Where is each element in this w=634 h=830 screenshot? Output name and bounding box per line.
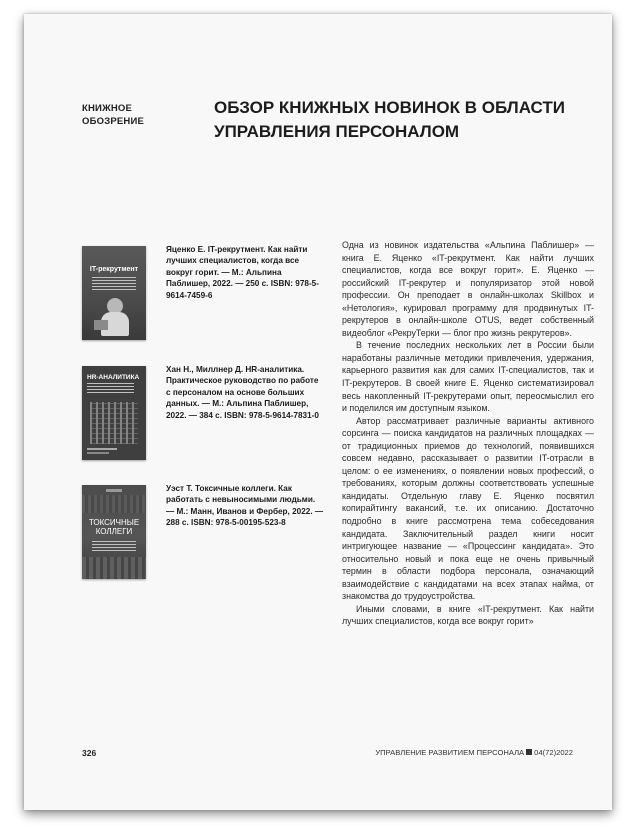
page-number: 326 bbox=[82, 748, 97, 758]
section-label-line1: КНИЖНОЕ bbox=[82, 103, 133, 114]
paragraph: Автор рассматривает различные варианты активного сорсинга — поиска кандидатов на различных площадках — от традиционных приемов до технологий, появившихся совсем недавно, рассказывает о развитии IT-отрасли в целом: о ее изменениях, о появлении новых профессий, о требованиях, которым должны соответствовать успешные кандидаты. Отдельную главу Е. Яценко посвятил копирайтингу вакансий, т.е. их описанию. Достаточно подробно в книге рассмотрена тема собеседования кандидата. Заключительный раздел книги носит интригующее название — «Процессинг кандидата». Это относительно новый и пока еще не очень привычный термин в области подбора персонала, означающий взаимодействие с кандидатами на всех этапах найма, от знакомства до трудоустройства. bbox=[342, 415, 594, 602]
section-label-line2: ОБОЗРЕНИЕ bbox=[82, 116, 145, 127]
book-cover-title: HR-АНАЛИТИКА bbox=[87, 374, 140, 381]
paragraph: Иными словами, в книге «IT-рекрутмент. Как найти лучших специалистов, когда все вокруг горит» bbox=[342, 603, 594, 627]
footer-journal bbox=[375, 748, 573, 757]
book-cover-title: IT-рекрутмент bbox=[89, 266, 139, 273]
book-cover-image bbox=[82, 246, 146, 340]
square-separator-icon bbox=[526, 749, 532, 755]
journal-name: УПРАВЛЕНИЕ РАЗВИТИЕМ ПЕРСОНАЛА bbox=[375, 748, 525, 757]
book-bibliography: Хан Н., Миллнер Д. HR-аналитика. Практическое руководство по работе с персоналом на основе больших данных. — М.: Альпина Паблишер, 2022. — 384 с. ISBN: 978-5-9614-7831-0 bbox=[166, 365, 319, 420]
book-cover-image bbox=[82, 485, 146, 579]
book-cover-title: ТОКСИЧНЫЕ КОЛЛЕГИ bbox=[88, 518, 140, 536]
section-label bbox=[82, 102, 144, 128]
paragraph: В течение последних нескольких лет в России были наработаны различные методики привлечения, удержания, карьерного развития как для самих IT-специалистов, так и IT-рекрутеров. В своей книге Е. Яценко систематизировал весь накопленный IT-рекрутерами опыт, переосмыслил его и поделился им доступным языком. bbox=[342, 340, 594, 414]
article-body bbox=[342, 239, 594, 628]
page-title: ОБЗОР КНИЖНЫХ НОВИНОК В ОБЛАСТИ УПРАВЛЕНИЯ ПЕРСОНАЛОМ bbox=[214, 98, 565, 141]
magazine-page bbox=[24, 14, 612, 810]
issue-number: 04(72)2022 bbox=[534, 748, 573, 757]
book-cover-image bbox=[82, 366, 146, 460]
paragraph: Одна из новинок издательства «Альпина Паблишер» — книга Е. Яценко «IT-рекрутмент. Как найти лучших специалистов, когда все вокруг горит». Е. Яценко — российский IT-рекрутер и популяризатор этой новой профессии. Он преподает в онлайн-школах Skillbox и «Нетология», курировал программу для продвинутых IT-рекрутеров в онлайн-школе OTUS, ведет собственный видеоблог «РекруТерки — блог про жизнь рекрутеров». bbox=[342, 240, 594, 338]
book-bibliography: Уэст Т. Токсичные коллеги. Как работать с невыносимыми людьми. — М.: Манн, Иванов и Фербер, 2022. — 288 с. ISBN: 978-5-00195-523-8 bbox=[166, 484, 324, 528]
book-bibliography: Яценко Е. IT-рекрутмент. Как найти лучших специалистов, когда все вокруг горит. — М.: Альпина Паблишер, 2022. — 250 с. ISBN: 978-5-9614-7459-6 bbox=[166, 245, 319, 300]
